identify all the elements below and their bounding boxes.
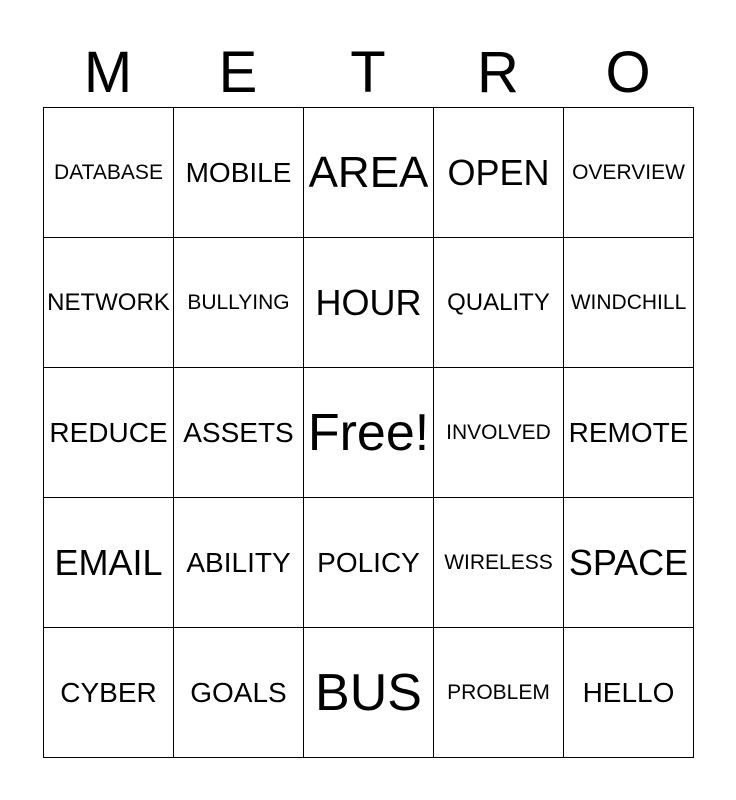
bingo-cell[interactable]: BUS [304,628,434,758]
bingo-cell[interactable]: PROBLEM [434,628,564,758]
bingo-cell[interactable]: OVERVIEW [564,108,694,238]
bingo-cell[interactable]: HELLO [564,628,694,758]
bingo-header [43,40,693,106]
bingo-cell[interactable]: SPACE [564,498,694,628]
header-letter-m: M [83,40,133,105]
bingo-cell[interactable]: ABILITY [174,498,304,628]
header-letter-e: E [218,40,258,105]
bingo-cell[interactable]: AREA [304,108,434,238]
bingo-cell[interactable]: HOUR [304,238,434,368]
bingo-cell[interactable]: EMAIL [44,498,174,628]
bingo-cell[interactable]: MOBILE [174,108,304,238]
bingo-cell[interactable]: REMOTE [564,368,694,498]
bingo-cell[interactable]: WINDCHILL [564,238,694,368]
bingo-cell[interactable]: GOALS [174,628,304,758]
bingo-cell[interactable]: POLICY [304,498,434,628]
bingo-cell[interactable]: INVOLVED [434,368,564,498]
free-space-cell[interactable]: Free! [304,368,434,498]
bingo-cell[interactable]: ASSETS [174,368,304,498]
bingo-cell[interactable]: CYBER [44,628,174,758]
bingo-board [43,107,694,758]
bingo-cell[interactable]: DATABASE [44,108,174,238]
bingo-cell[interactable]: NETWORK [44,238,174,368]
bingo-cell[interactable]: QUALITY [434,238,564,368]
bingo-cell[interactable]: REDUCE [44,368,174,498]
bingo-cell[interactable]: BULLYING [174,238,304,368]
header-letter-o: O [605,40,651,105]
bingo-cell[interactable]: WIRELESS [434,498,564,628]
header-letter-r: R [477,40,519,105]
bingo-cell[interactable]: OPEN [434,108,564,238]
header-letter-t: T [350,40,386,105]
